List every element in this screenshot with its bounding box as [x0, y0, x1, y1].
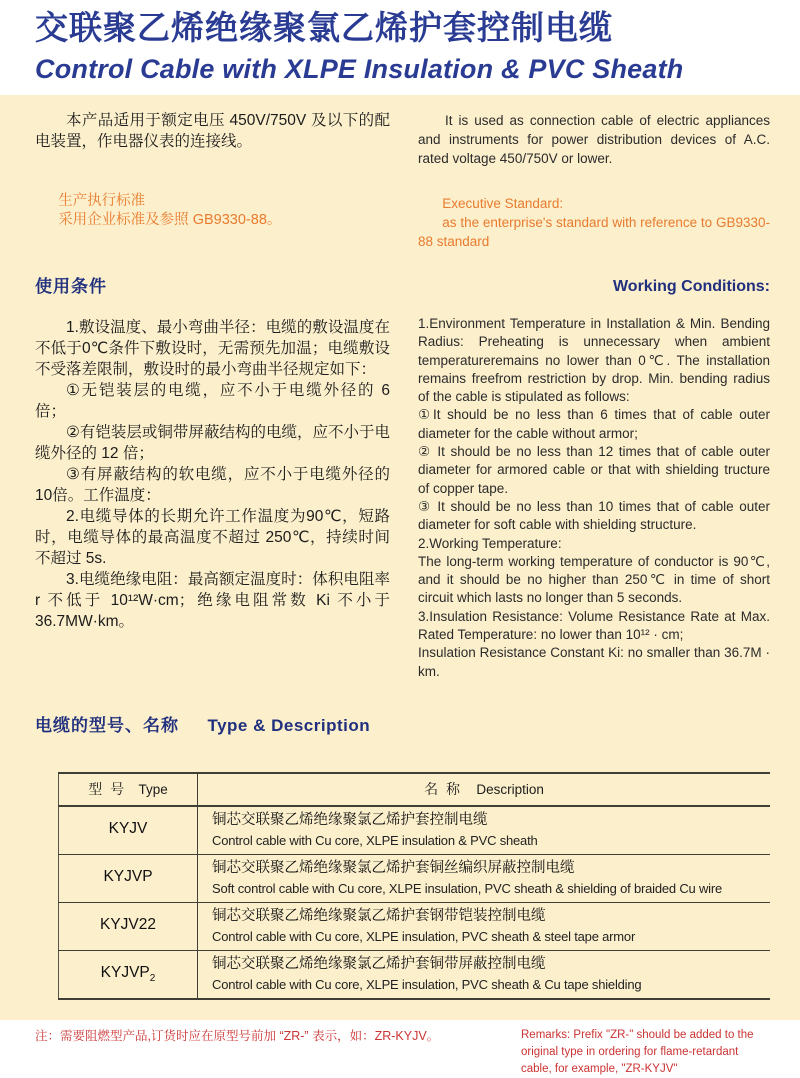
description-en: Control cable with Cu core, XLPE insulation, PVC sheath & Cu tape shielding	[212, 976, 642, 992]
condition-en-paragraph: 3.Insulation Resistance: Volume Resistance Rate at Max. Rated Temperature: no lower than 10¹² · cm;	[418, 608, 770, 643]
description-zh: 铜芯交联聚乙烯绝缘聚氯乙烯护套钢带铠装控制电缆	[212, 907, 546, 924]
conditions-column-english	[418, 277, 770, 681]
table-row	[59, 902, 771, 950]
page-title-english: Control Cable with XLPE Insulation & PVC Sheath	[35, 54, 684, 84]
executive-standard-en-title: Executive Standard:	[442, 196, 564, 211]
condition-zh-paragraph: ①无铠装层的电缆，应不小于电缆外径的 6 倍；	[35, 382, 390, 420]
page-body	[0, 95, 800, 1075]
description-cell	[198, 806, 771, 855]
type-code-subscript: 2	[149, 973, 156, 985]
condition-zh-paragraph: ②有铠装层或铜带屏蔽结构的电缆，应不小于电缆外径的 12 倍；	[35, 424, 390, 462]
intro-column-chinese	[35, 111, 390, 261]
description-cell	[198, 950, 771, 999]
column-header-desc-zh: 名 称	[424, 781, 462, 798]
column-header-type	[59, 773, 198, 806]
type-cell	[59, 902, 198, 950]
condition-en-paragraph: 2.Working Temperature:	[418, 535, 562, 551]
intro-column-english	[418, 111, 770, 261]
type-cell	[59, 806, 198, 855]
description-zh: 铜芯交联聚乙烯绝缘聚氯乙烯护套控制电缆	[212, 811, 488, 828]
executive-standard-zh-title: 生产执行标准	[58, 193, 146, 209]
intro-paragraph-en: It is used as connection cable of electric appliances and instruments for power distribution devices of A.C. rated voltage 450/750V or lower.	[418, 113, 770, 166]
description-cell	[198, 902, 771, 950]
executive-standard-zh	[35, 192, 390, 230]
column-header-type-zh: 型 号	[88, 781, 127, 798]
description-cell	[198, 854, 771, 902]
condition-en-paragraph: ①It should be no less than 6 times that of cable outer diameter for the cable without armor;	[418, 407, 770, 441]
type-heading-en: Type & Description	[207, 715, 371, 735]
table-row	[59, 854, 771, 902]
type-cell	[59, 854, 198, 902]
table-header	[59, 773, 771, 806]
type-code: KYJV	[108, 820, 148, 838]
conditions-heading-en: Working Conditions:	[612, 278, 770, 295]
description-zh: 铜芯交联聚乙烯绝缘聚氯乙烯护套铜丝编织屏蔽控制电缆	[212, 859, 575, 876]
condition-en-paragraph: ③ It should be no less than 10 times that of cable outer diameter for soft cable with shielding structure.	[418, 498, 770, 533]
description-zh: 铜芯交联聚乙烯绝缘聚氯乙烯护套铜带屏蔽控制电缆	[212, 955, 546, 972]
type-description-heading	[35, 711, 770, 736]
footer-notes	[35, 1027, 770, 1078]
type-description-table	[58, 772, 770, 1000]
intro-section	[35, 111, 770, 261]
condition-zh-paragraph: ③有屏蔽结构的软电缆，应不小于电缆外径的10倍。工作温度：	[35, 466, 390, 504]
table-row	[59, 950, 771, 999]
table-header-row	[59, 773, 771, 806]
condition-zh-paragraph: 1.敷设温度、最小弯曲半径：电缆的敷设温度在不低于0℃条件下敷设时，无需预先加温；电缆敷设不受落差限制，敷设时的最小弯曲半径规定如下：	[35, 319, 390, 378]
remark-note-zh: 注：需要阻燃型产品,订货时应在原型号前加 “ZR-” 表示，如：ZR-KYJV。	[35, 1028, 440, 1043]
condition-en-paragraph: The long-term working temperature of conductor is 90℃, and it should be no higher than 250℃ in time of short circuit which lasts no longer than 5 seconds.	[418, 553, 770, 606]
condition-en-paragraph: 1.Environment Temperature in Installation & Min. Bending Radius: Preheating is unnecessary when ambient temperatureremains no lower than 0℃. The installation remains freefrom restriction by drop. Min. bending radius of the cable is stipulated as follows:	[418, 316, 770, 405]
column-header-type-en: Type	[138, 782, 168, 798]
conditions-column-chinese	[35, 277, 390, 681]
page-title-chinese: 交联聚乙烯绝缘聚氯乙烯护套控制电缆	[35, 9, 613, 46]
condition-zh-paragraph: 3.电缆绝缘电阻：最高额定温度时：体积电阻率 r 不低于 10¹²W·cm；绝缘电阻常数 Ki 不小于 36.7MW·km。	[35, 571, 390, 630]
column-header-description	[198, 773, 771, 806]
executive-standard-zh-body: 采用企业标准及参照 GB9330-88。	[58, 212, 282, 228]
intro-paragraph-zh: 本产品适用于额定电压 450V/750V 及以下的配电装置，作电器仪表的连接线。	[35, 112, 390, 150]
type-cell	[59, 950, 198, 999]
column-header-desc-en: Description	[476, 782, 544, 798]
working-conditions-section	[35, 277, 770, 681]
description-en: Control cable with Cu core, XLPE insulation & PVC sheath	[212, 832, 538, 848]
conditions-heading-zh: 使用条件	[35, 277, 107, 296]
description-en: Control cable with Cu core, XLPE insulation, PVC sheath & steel tape armor	[212, 928, 636, 944]
description-en: Soft control cable with Cu core, XLPE insulation, PVC sheath & shielding of braided Cu wire	[212, 880, 723, 896]
condition-en-paragraph: Insulation Resistance Constant Ki: no smaller than 36.7M · km.	[418, 645, 770, 679]
type-heading-zh: 电缆的型号、名称	[35, 715, 179, 735]
condition-en-paragraph: ② It should be no less than 12 times that of cable outer diameter for armored cable or that with shielding tructure of copper tape.	[418, 444, 770, 496]
type-code: KYJVP	[100, 964, 150, 982]
type-code: KYJV22	[99, 916, 156, 934]
condition-zh-paragraph: 2.电缆导体的长期允许工作温度为90℃，短路时，电缆导体的最高温度不超过 250℃，持续时间不超过 5s.	[35, 508, 390, 567]
remark-note-en: Remarks: Prefix "ZR-" should be added to the original type in ordering for flame-retardant cable, for example, "ZR-KYJV"	[521, 1028, 754, 1075]
executive-standard-en	[418, 194, 770, 251]
title-band	[0, 0, 800, 95]
executive-standard-en-body: as the enterprise's standard with reference to GB9330-88 standard	[418, 215, 770, 249]
type-code: KYJVP	[103, 868, 153, 886]
table-row	[59, 806, 771, 855]
